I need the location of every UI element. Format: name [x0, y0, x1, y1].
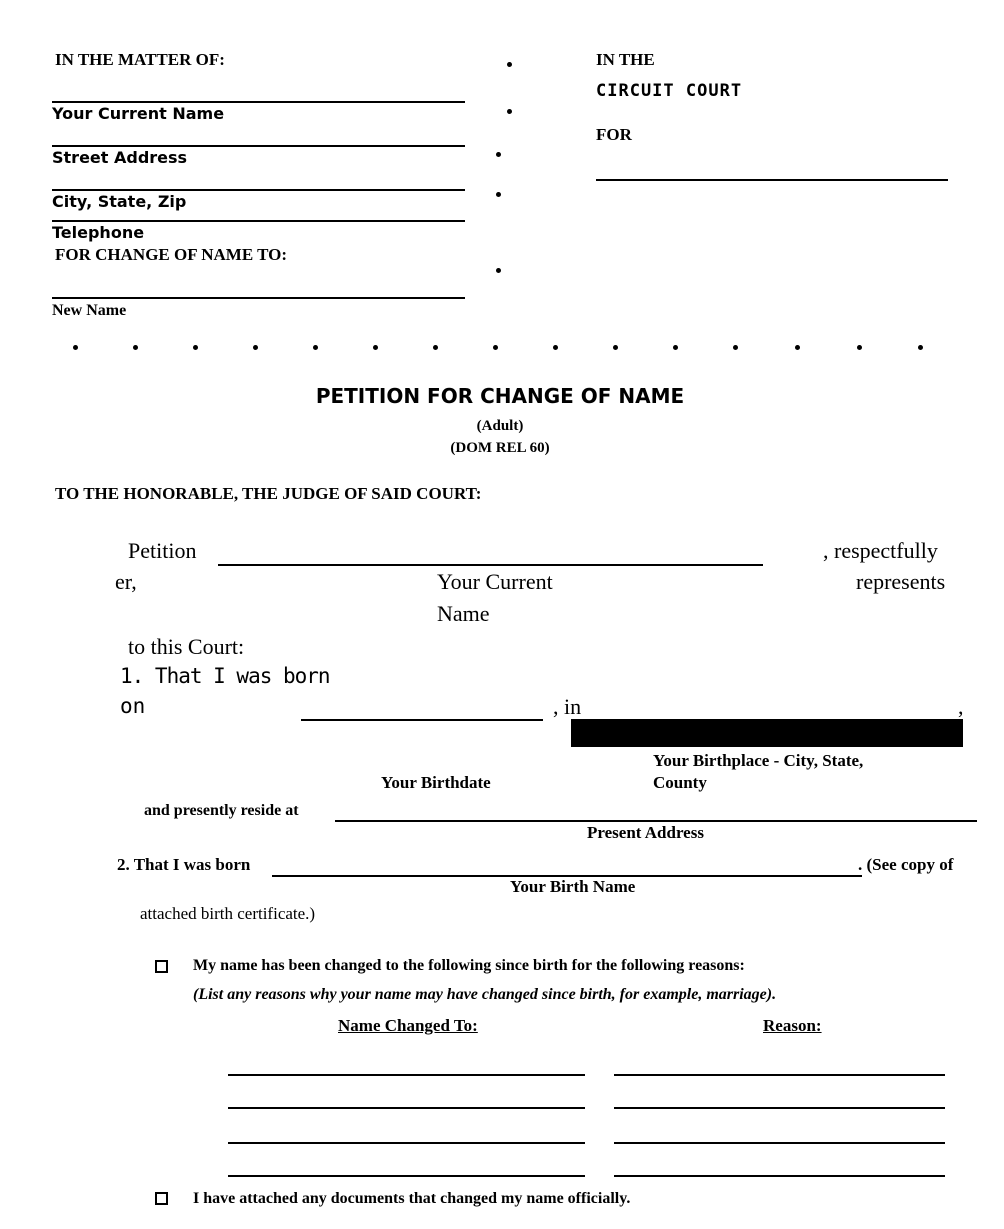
respectfully-text: , respectfully [823, 538, 938, 563]
documents-attached-checkbox[interactable] [155, 1192, 168, 1205]
petitioner-word-2: er, [115, 569, 137, 594]
row-dot [918, 345, 923, 350]
reason-line[interactable] [614, 1074, 945, 1076]
attached-certificate-text: attached birth certificate.) [140, 904, 316, 923]
separator-dot [496, 268, 501, 273]
document-title: PETITION FOR CHANGE OF NAME [315, 384, 685, 408]
birthplace-caption-1: Your Birthplace - City, State, [653, 751, 864, 770]
documents-attached-label: I have attached any documents that changed my name officially. [193, 1190, 631, 1207]
city-state-zip-label: City, State, Zip [52, 192, 187, 211]
separator-dot [507, 62, 512, 67]
comma-in-text: , in [553, 694, 582, 719]
row-dot [733, 345, 738, 350]
court-for-label: FOR [596, 125, 632, 144]
birthplace-caption-2: County [653, 773, 707, 792]
reside-at-text: and presently reside at [144, 802, 299, 819]
row-dot [313, 345, 318, 350]
current-name-caption-2: Name [437, 601, 490, 626]
name-changed-to-line[interactable] [228, 1074, 585, 1076]
row-dot [193, 345, 198, 350]
document-subtitle-code: (DOM REL 60) [450, 440, 550, 456]
document-subtitle-adult: (Adult) [476, 418, 524, 434]
row-dot [795, 345, 800, 350]
reason-line[interactable] [614, 1142, 945, 1144]
current-name-caption-1: Your Current [437, 569, 553, 594]
name-changed-to-line[interactable] [228, 1107, 585, 1109]
row-dot [493, 345, 498, 350]
row-dot [433, 345, 438, 350]
street-address-line[interactable] [52, 145, 465, 147]
row-dot [133, 345, 138, 350]
petitioner-word-1: Petition [128, 538, 197, 563]
telephone-label: Telephone [52, 223, 145, 242]
represents-text: represents [856, 569, 946, 594]
separator-dot [507, 109, 512, 114]
row-dot [857, 345, 862, 350]
name-changed-checkbox[interactable] [155, 960, 168, 973]
court-county-line[interactable] [596, 179, 948, 181]
reason-line[interactable] [614, 1175, 945, 1177]
to-this-court-text: to this Court: [128, 634, 245, 659]
birthdate-line[interactable] [301, 719, 543, 721]
item-2-text: 2. That I was born [117, 855, 251, 874]
name-changed-label: My name has been changed to the following since birth for the following reasons: [193, 957, 745, 974]
separator-dot [496, 192, 501, 197]
birthplace-redaction [571, 719, 963, 747]
trailing-comma: , [958, 694, 964, 719]
city-state-zip-line[interactable] [52, 189, 465, 191]
row-dot [613, 345, 618, 350]
petitioner-name-line[interactable] [218, 564, 763, 566]
birthdate-caption: Your Birthdate [381, 773, 491, 792]
court-line-1: IN THE [596, 50, 655, 69]
row-dot [253, 345, 258, 350]
court-line-2: CIRCUIT COURT [596, 81, 743, 101]
new-name-line[interactable] [52, 297, 465, 299]
separator-dot [496, 152, 501, 157]
change-to-heading: FOR CHANGE OF NAME TO: [55, 245, 288, 264]
row-dot [673, 345, 678, 350]
name-changed-instruction: (List any reasons why your name may have changed since birth, for example, marriage). [193, 986, 777, 1003]
name-changed-to-line[interactable] [228, 1142, 585, 1144]
item-1-text: 1. That I was born [120, 664, 330, 688]
row-dot [553, 345, 558, 350]
telephone-line[interactable] [52, 220, 465, 222]
current-name-line[interactable] [52, 101, 465, 103]
current-name-label: Your Current Name [52, 104, 225, 123]
reason-line[interactable] [614, 1107, 945, 1109]
new-name-label: New Name [52, 302, 127, 319]
matter-of-heading: IN THE MATTER OF: [55, 50, 225, 69]
item-1-on: on [120, 694, 146, 718]
present-address-line[interactable] [335, 820, 977, 822]
birth-name-caption: Your Birth Name [510, 877, 636, 896]
street-address-label: Street Address [52, 148, 188, 167]
row-dot [373, 345, 378, 350]
see-copy-text: . (See copy of [858, 855, 954, 874]
name-changed-to-header: Name Changed To: [338, 1016, 478, 1035]
row-dot [73, 345, 78, 350]
reason-header: Reason: [763, 1016, 822, 1035]
present-address-caption: Present Address [587, 823, 704, 842]
name-changed-to-line[interactable] [228, 1175, 585, 1177]
salutation: TO THE HONORABLE, THE JUDGE OF SAID COURT: [55, 484, 482, 503]
